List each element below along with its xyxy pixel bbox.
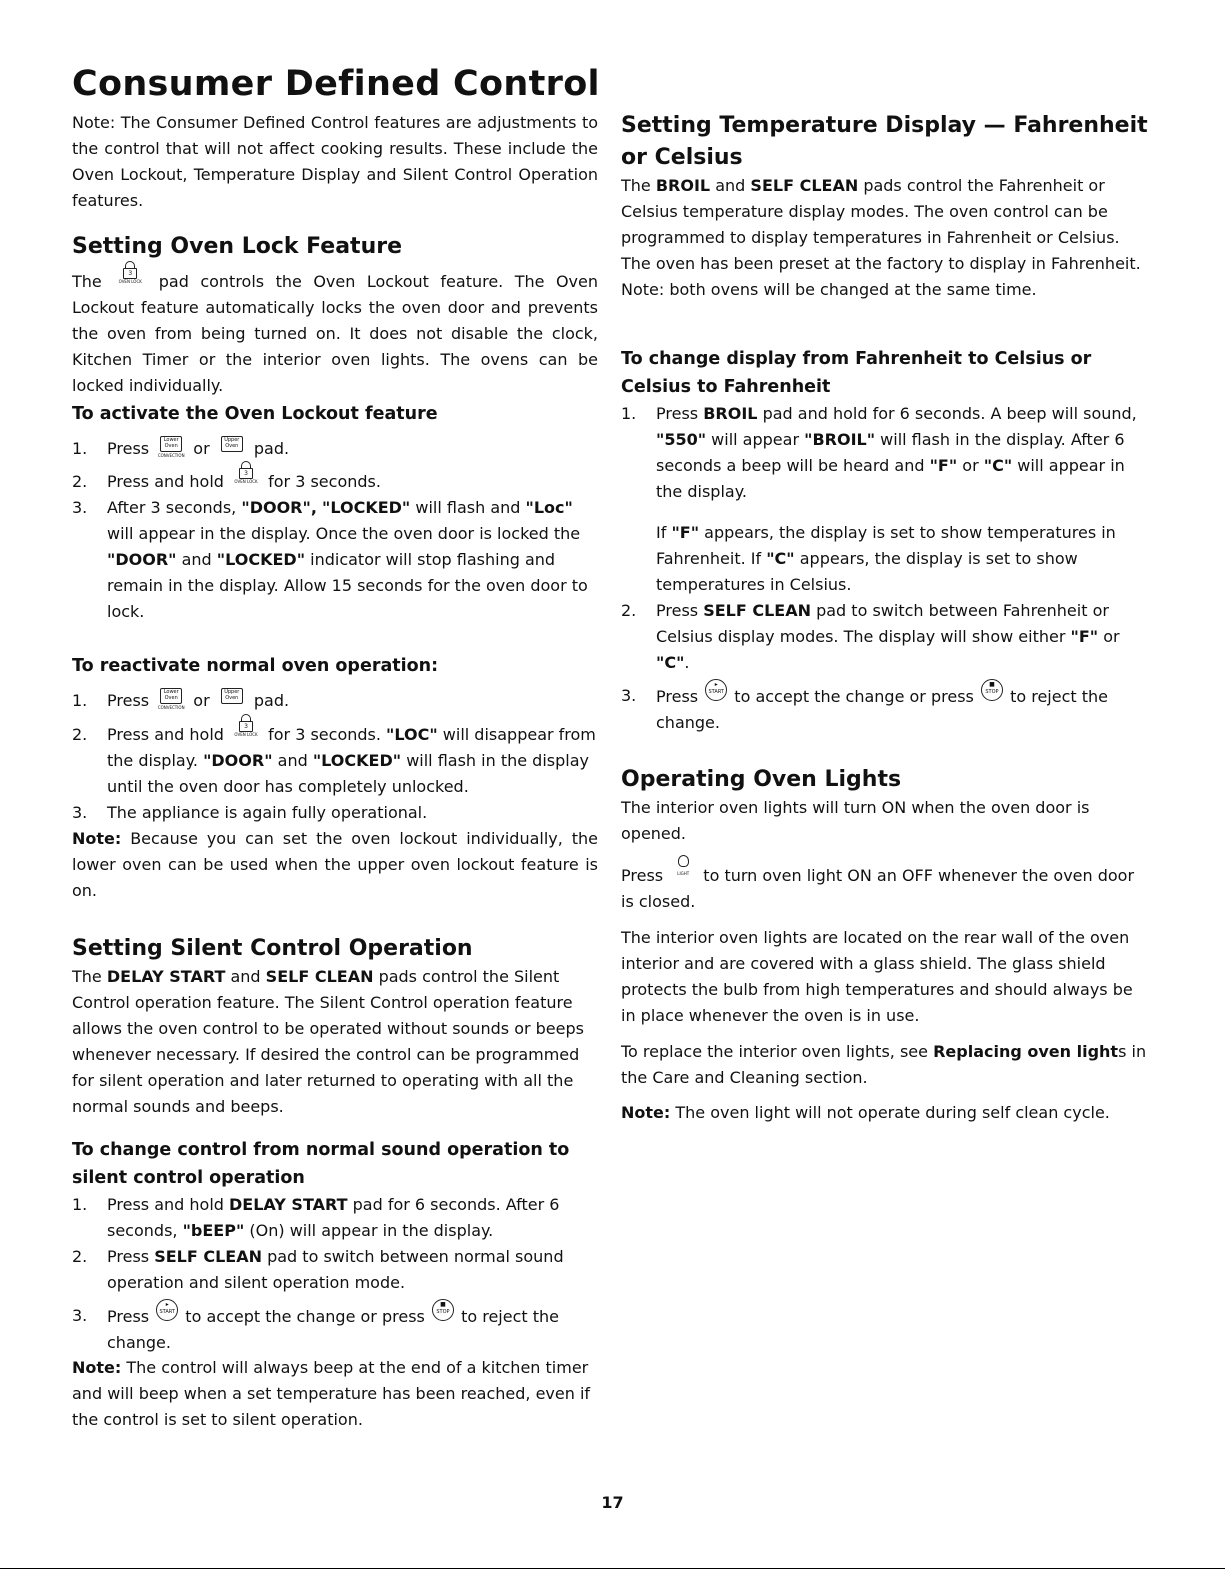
start-icon: ▸ START (156, 1299, 178, 1321)
bottom-rule (0, 1568, 1225, 1569)
silent-control-paragraph: The DELAY START and SELF CLEAN pads control the Silent Control operation feature. The Silent Control operation feature allows the oven control to be operated without sounds or beeps whenever necessary. If desired the control can be programmed for silent operation and later returned to operating with all the normal sounds and beeps. (72, 967, 584, 1116)
silent-change-heading: To change control from normal sound operation to silent control operation (72, 1140, 570, 1188)
silent-step-1: 1. Press and hold DELAY START pad for 6 seconds. After 6 seconds, "bEEP" (On) will appear in the display. (72, 1195, 560, 1240)
upper-oven-icon: Upper Oven (217, 436, 247, 458)
oven-lock-heading: Setting Oven Lock Feature (72, 234, 403, 259)
temp-display-heading: Setting Temperature Display — Fahrenheit or Celsius (621, 113, 1148, 170)
oven-lights-p2: Press LIGHT to turn oven light ON an OFF whenever the oven door is closed. (621, 863, 1151, 915)
oven-lock-paragraph: The 3 OVEN LOCK pad controls the Oven Lockout feature. The Oven Lockout feature automatically locks the oven door and prevents the oven from being turned on. It does not disable the clock, Kitchen Timer or the interior oven lights. The ovens can be locked individually. (72, 269, 598, 399)
stop-icon: ■ STOP (981, 679, 1003, 701)
oven-lights-p4: To replace the interior oven lights, see Replacing oven lights in the Care and Cleaning section. (621, 1042, 1147, 1087)
oven-lock-icon: 3 OVEN LOCK (115, 273, 145, 289)
lower-oven-icon: Lower Oven CONVECTION (157, 437, 185, 458)
reactivate-step-3: 3. The appliance is again fully operational. (72, 803, 428, 822)
stop-icon: ■ STOP (432, 1299, 454, 1321)
temp-display-paragraph: The BROIL and SELF CLEAN pads control the Fahrenheit or Celsius temperature display modes. The oven control can be programmed to display temperatures in Fahrenheit or Celsius. The oven has been preset at the factory to display in Fahrenheit. Note: both ovens will be changed at the same time. (621, 176, 1141, 299)
reactivate-step-1: 1. Press Lower Oven CONVECTION or Upper Oven pad. (72, 689, 290, 710)
temp-step-1: 1. Press BROIL pad and hold for 6 seconds. A beep will sound, "550" will appear "BROIL" will flash in the display. After 6 seconds a beep will be heard and "F" or "C" will appear in the display. (621, 404, 1137, 501)
silent-step-2: 2. Press SELF CLEAN pad to switch between normal sound operation and silent operation mode. (72, 1247, 564, 1292)
silent-control-heading: Setting Silent Control Operation (72, 936, 473, 961)
oven-lights-p3: The interior oven lights are located on the rear wall of the oven interior and are covered with a glass shield. The glass shield protects the bulb from high temperatures and should always be in place whenever the oven is in use. (621, 928, 1133, 1025)
page-title: Consumer Defined Control (72, 64, 600, 104)
temp-change-heading: To change display from Fahrenheit to Celsius or Celsius to Fahrenheit (621, 349, 1092, 397)
oven-lights-note: Note: The oven light will not operate during self clean cycle. (621, 1103, 1110, 1122)
temp-step-3: 3. Press ▸ START to accept the change or press ■ STOP to reject the change. (621, 681, 1108, 732)
upper-oven-icon: Upper Oven (217, 688, 247, 710)
intro-note: Note: The Consumer Defined Control features are adjustments to the control that will not affect cooking results. These include the Oven Lockout, Temperature Display and Silent Control Operation features. (72, 113, 598, 210)
oven-lock-icon: 3 OVEN LOCK (231, 726, 261, 742)
oven-lights-heading: Operating Oven Lights (621, 767, 902, 792)
reactivate-heading: To reactivate normal oven operation: (72, 656, 439, 676)
temp-step-2: 2. Press SELF CLEAN pad to switch between Fahrenheit or Celsius display modes. The display will show either "F" or "C". (621, 601, 1120, 672)
page-number: 17 (601, 1493, 624, 1512)
activate-step-3: 3. After 3 seconds, "DOOR", "LOCKED" will flash and "Loc" will appear in the display. Once the oven door is locked the "DOOR" and "LOCKED" indicator will stop flashing and remain in the display. Allow 15 seconds for the oven door to lock. (72, 498, 588, 621)
light-icon: LIGHT (670, 867, 696, 883)
activate-lockout-heading: To activate the Oven Lockout feature (72, 404, 438, 424)
silent-note: Note: The control will always beep at the end of a kitchen timer and will beep when a set temperature has been reached, even if the control is set to silent operation. (72, 1358, 591, 1429)
activate-step-2: 2. Press and hold 3 OVEN LOCK for 3 seconds. (72, 469, 598, 495)
lower-oven-icon: Lower Oven CONVECTION (157, 689, 185, 710)
reactivate-step-2: 2. Press and hold 3 OVEN LOCK for 3 seconds. "LOC" will disappear from the display. "DOOR" and "LOCKED" will flash in the display until the oven door has completely unlocked. (72, 722, 598, 800)
activate-step-1: 1. Press Lower Oven CONVECTION or Upper Oven pad. (72, 437, 290, 458)
oven-lights-p1: The interior oven lights will turn ON when the oven door is opened. (621, 798, 1090, 843)
silent-step-3: 3. Press ▸ START to accept the change or press ■ STOP to reject the change. (72, 1301, 559, 1352)
start-icon: ▸ START (705, 679, 727, 701)
lockout-note: Note: Because you can set the oven lockout individually, the lower oven can be used when the upper oven lockout feature is on. (72, 829, 599, 900)
oven-lock-icon: 3 OVEN LOCK (231, 473, 261, 489)
temp-step-1-detail: If "F" appears, the display is set to show temperatures in Fahrenheit. If "C" appears, the display is set to show temperatures in Celsius. (656, 523, 1116, 594)
